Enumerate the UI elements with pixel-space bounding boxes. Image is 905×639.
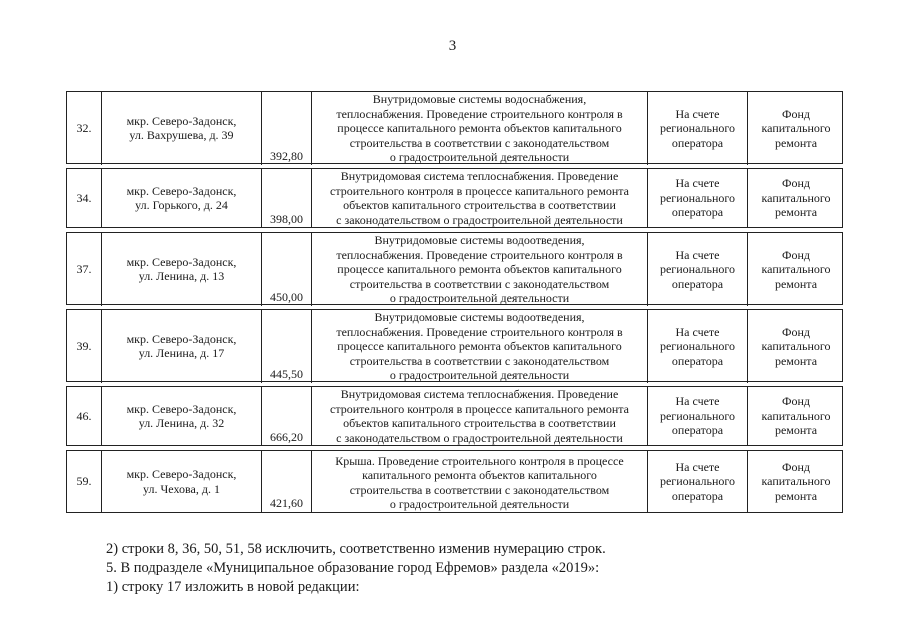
row-work-description: Внутридомовые системы водоснабжения, теплоснабжения. Проведение строительного контроля в процессе капитального ремонта объектов капитального строительства в соответствии с законодательством о градостроительной деятельности bbox=[312, 92, 648, 165]
row-area: 450,00 bbox=[262, 233, 312, 306]
row-work-description: Внутридомовая система теплоснабжения. Проведение строительного контроля в процессе капитального ремонта объектов капитального строительства в соответствии с законодательством о градостроительной деятельности bbox=[312, 387, 648, 445]
row-funding-source: Фонд капитального ремонта bbox=[761, 324, 831, 368]
row-funding-source: Фонд капитального ремонта bbox=[761, 106, 831, 150]
row-area: 421,60 bbox=[262, 451, 312, 512]
paragraph-exclude-rows: 2) строки 8, 36, 50, 51, 58 исключить, соответственно изменив нумерацию строк. bbox=[106, 541, 606, 557]
row-funding-source: Фонд капитального ремонта bbox=[761, 459, 831, 503]
row-account-status: На счете регионального оператора bbox=[648, 169, 748, 227]
row-number: 32. bbox=[67, 92, 102, 165]
table-row bbox=[66, 450, 843, 513]
paragraph-subsection: 5. В подразделе «Муниципальное образование город Ефремов» раздела «2019»: bbox=[106, 560, 600, 576]
row-number: 59. bbox=[67, 451, 102, 512]
row-area: 445,50 bbox=[262, 310, 312, 383]
table-row bbox=[66, 386, 843, 446]
table-row bbox=[66, 232, 843, 305]
row-work-description: Внутридомовые системы водоотведения, теплоснабжения. Проведение строительного контроля в процессе капитального ремонта объектов капитального строительства в соответствии с законодательством о градостроительной деятельности bbox=[312, 233, 648, 306]
row-address: мкр. Северо-Задонск, ул. Ленина, д. 13 bbox=[102, 233, 262, 306]
paragraph-new-edition: 1) строку 17 изложить в новой редакции: bbox=[106, 579, 360, 595]
row-address: мкр. Северо-Задонск, ул. Ленина, д. 17 bbox=[102, 310, 262, 383]
row-area: 392,80 bbox=[262, 92, 312, 165]
table-row bbox=[66, 309, 843, 382]
row-work-description: Крыша. Проведение строительного контроля в процессе капитального ремонта объектов капитального строительства в соответствии с законодательством о градостроительной деятельности bbox=[312, 451, 648, 512]
row-funding-source: Фонд капитального ремонта bbox=[761, 394, 831, 438]
table-row bbox=[66, 91, 843, 164]
row-account-status: На счете регионального оператора bbox=[648, 92, 748, 165]
row-number: 46. bbox=[67, 387, 102, 445]
row-work-description: Внутридомовые системы водоотведения, теплоснабжения. Проведение строительного контроля в процессе капитального ремонта объектов капитального строительства в соответствии с законодательством о градостроительной деятельности bbox=[312, 310, 648, 383]
row-account-status: На счете регионального оператора bbox=[648, 233, 748, 306]
row-area: 398,00 bbox=[262, 169, 312, 227]
row-funding-source: Фонд капитального ремонта bbox=[761, 176, 831, 220]
row-address: мкр. Северо-Задонск, ул. Чехова, д. 1 bbox=[102, 451, 262, 512]
row-funding-source: Фонд капитального ремонта bbox=[761, 247, 831, 291]
row-account-status: На счете регионального оператора bbox=[648, 310, 748, 383]
row-address: мкр. Северо-Задонск, ул. Горького, д. 24 bbox=[102, 169, 262, 227]
row-account-status: На счете регионального оператора bbox=[648, 387, 748, 445]
page-number: 3 bbox=[448, 38, 457, 54]
row-number: 34. bbox=[67, 169, 102, 227]
row-account-status: На счете регионального оператора bbox=[648, 451, 748, 512]
row-number: 39. bbox=[67, 310, 102, 383]
row-address: мкр. Северо-Задонск, ул. Вахрушева, д. 39 bbox=[102, 92, 262, 165]
table-row bbox=[66, 168, 843, 228]
row-address: мкр. Северо-Задонск, ул. Ленина, д. 32 bbox=[102, 387, 262, 445]
repair-table bbox=[66, 91, 843, 517]
row-work-description: Внутридомовая система теплоснабжения. Проведение строительного контроля в процессе капитального ремонта объектов капитального строительства в соответствии с законодательством о градостроительной деятельности bbox=[312, 169, 648, 227]
row-area: 666,20 bbox=[262, 387, 312, 445]
row-number: 37. bbox=[67, 233, 102, 306]
